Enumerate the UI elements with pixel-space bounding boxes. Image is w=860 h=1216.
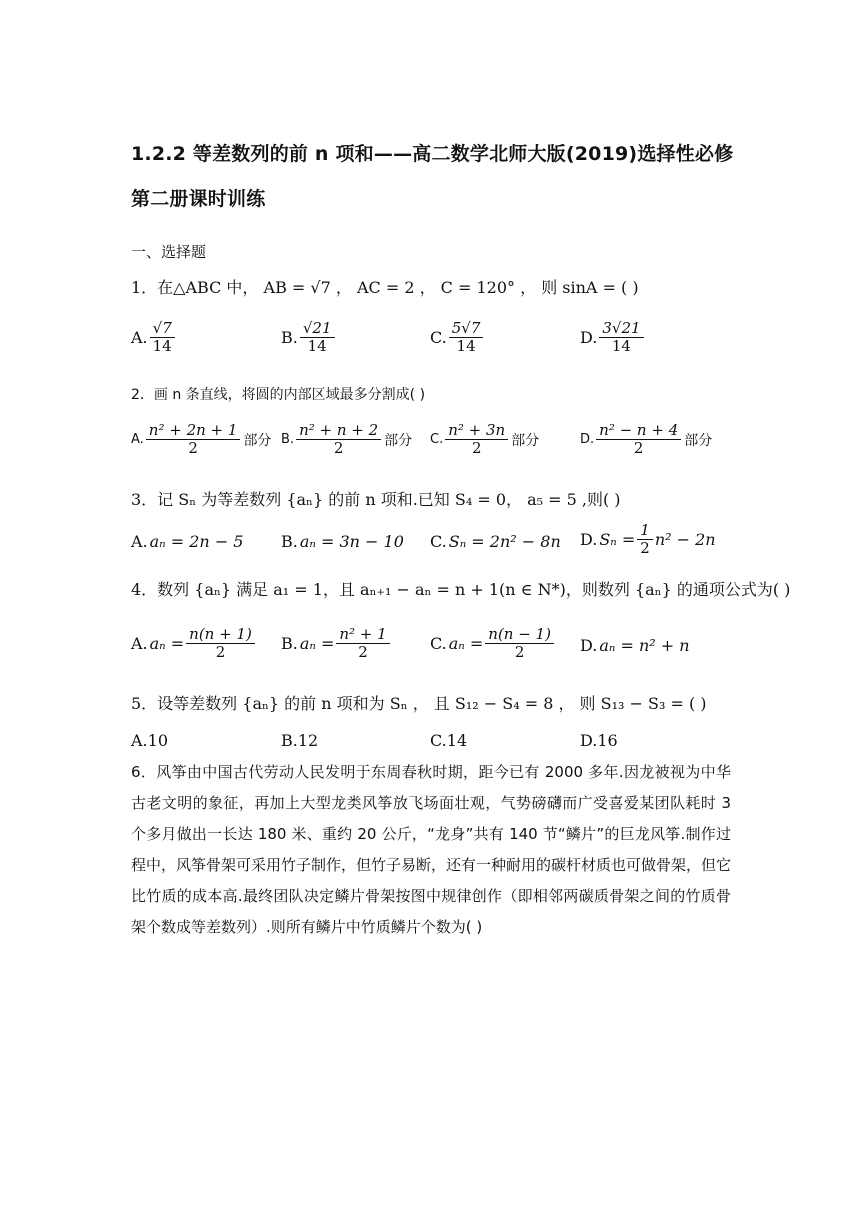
option-suffix: 部分 xyxy=(684,432,713,449)
numerator: n² + 3n xyxy=(445,422,508,440)
section-heading: 一、选择题 xyxy=(131,243,207,261)
fraction xyxy=(445,422,508,457)
option-suffix: 部分 xyxy=(243,432,272,449)
denominator: 2 xyxy=(358,643,368,661)
option-label: C. xyxy=(430,432,444,447)
question-5-option-a: A.10 xyxy=(131,731,168,750)
denominator: 14 xyxy=(456,337,476,355)
denominator: 2 xyxy=(633,439,644,457)
question-3-option-b xyxy=(281,532,404,551)
numerator: n² + n + 2 xyxy=(296,422,381,440)
option-label: D. xyxy=(580,328,598,347)
question-3-option-c xyxy=(430,532,561,551)
option-expression-prefix: aₙ = xyxy=(299,634,335,653)
option-label: B. xyxy=(281,432,295,447)
question-2-option-a xyxy=(131,422,271,457)
option-label: D. xyxy=(580,636,598,655)
option-label: B. xyxy=(281,328,298,347)
denominator: 2 xyxy=(333,439,344,457)
option-label: B. xyxy=(281,532,298,551)
option-label: C. xyxy=(430,532,447,551)
denominator: 2 xyxy=(640,539,650,557)
denominator: 2 xyxy=(215,643,226,661)
option-expression: aₙ = 3n − 10 xyxy=(299,532,404,551)
question-2-option-b xyxy=(281,422,412,457)
option-label: D. xyxy=(580,530,598,549)
numerator: n² + 2n + 1 xyxy=(146,422,241,440)
question-1-option-c xyxy=(430,320,483,355)
denominator: 2 xyxy=(471,439,482,457)
fraction xyxy=(596,422,681,457)
document-title-line-2: 第二册课时训练 xyxy=(131,188,266,210)
numerator: 3√21 xyxy=(599,320,643,338)
option-label: A. xyxy=(131,432,144,447)
denominator: 14 xyxy=(152,337,172,355)
question-2-option-d xyxy=(580,422,712,457)
question-1-option-d xyxy=(580,320,644,355)
fraction xyxy=(150,320,175,355)
numerator: 5√7 xyxy=(449,320,484,338)
question-4-option-d xyxy=(580,636,690,655)
numerator: n(n + 1) xyxy=(186,626,255,644)
question-6-text: 6．风筝由中国古代劳动人民发明于东周春秋时期，距今已有 2000 多年.因龙被视为中华古老文明的象征，再加上大型龙类风筝放飞场面壮观，气势磅礴而广受喜爱某团队耗时 3 个多月做出一长达 180 米、重约 20 公斤，“龙身”共有 140 节“鳞片”的巨龙风筝.制作过程中，风筝骨架可采用竹子制作，但竹子易断，还有一种耐用的碳杆材质也可做骨架，但它比竹质的成本高.最终团队决定鳞片骨架按图中规律创作（即相邻两碳质骨架之间的竹质骨架个数成等差数列）.则所有鳞片中竹质鳞片个数为( ) xyxy=(131,763,732,936)
question-2-stem: 2．画 n 条直线，将圆的内部区域最多分割成( ) xyxy=(131,387,426,403)
denominator: 14 xyxy=(307,337,327,355)
option-expression: aₙ = 2n − 5 xyxy=(149,532,244,551)
question-3-stem: 3．记 Sₙ 为等差数列 {aₙ} 的前 n 项和.已知 S₄ = 0， a₅ = 5 ,则( ) xyxy=(131,490,621,509)
denominator: 2 xyxy=(188,439,198,457)
numerator: √21 xyxy=(300,320,335,338)
option-expression-prefix: aₙ = xyxy=(448,634,484,653)
option-expression: aₙ = n² + n xyxy=(599,636,690,655)
question-4-option-c xyxy=(430,626,554,661)
denominator: 14 xyxy=(611,337,631,355)
fraction xyxy=(599,320,643,355)
fraction xyxy=(336,626,389,661)
option-expression-prefix: aₙ = xyxy=(149,634,185,653)
option-expression: Sₙ = 2n² − 8n xyxy=(448,532,561,551)
option-expression-suffix: n² − 2n xyxy=(654,530,716,549)
fraction xyxy=(300,320,335,355)
document-title-line-1: 1.2.2 等差数列的前 n 项和——高二数学北师大版(2019)选择性必修 xyxy=(131,143,734,165)
question-4-stem: 4．数列 {aₙ} 满足 a₁ = 1，且 aₙ₊₁ − aₙ = n + 1(n ∈ N*)，则数列 {aₙ} 的通项公式为( ) xyxy=(131,580,791,599)
fraction xyxy=(146,422,241,457)
option-label: A. xyxy=(131,532,148,551)
question-4-option-b xyxy=(281,626,390,661)
option-label: B. xyxy=(281,634,298,653)
option-label: A. xyxy=(131,634,148,653)
question-5-stem: 5．设等差数列 {aₙ} 的前 n 项和为 Sₙ ， 且 S₁₂ − S₄ = 8 ， 则 S₁₃ − S₃ = ( ) xyxy=(131,694,707,713)
question-1-option-a xyxy=(131,320,175,355)
question-1-option-b xyxy=(281,320,335,355)
question-3-option-d xyxy=(580,522,716,557)
fraction xyxy=(637,522,653,557)
numerator: n² − n + 4 xyxy=(596,422,681,440)
option-label: D. xyxy=(580,432,595,447)
option-suffix: 部分 xyxy=(511,432,540,449)
option-expression-prefix: Sₙ = xyxy=(599,530,636,549)
numerator: n(n − 1) xyxy=(485,626,554,644)
denominator: 2 xyxy=(514,643,525,661)
fraction xyxy=(449,320,484,355)
question-5-option-b: B.12 xyxy=(281,731,319,750)
question-5-option-c: C.14 xyxy=(430,731,468,750)
option-label: C. xyxy=(430,328,447,347)
question-2-option-c xyxy=(430,422,539,457)
fraction xyxy=(296,422,381,457)
fraction xyxy=(485,626,554,661)
option-label: C. xyxy=(430,634,447,653)
option-suffix: 部分 xyxy=(384,432,413,449)
question-4-option-a xyxy=(131,626,255,661)
question-1-stem: 1．在△ABC 中， AB = √7 ， AC = 2 ， C = 120° ， 则 sinA = ( ) xyxy=(131,278,639,297)
numerator: √7 xyxy=(150,320,175,338)
fraction xyxy=(186,626,255,661)
numerator: 1 xyxy=(637,522,653,540)
option-label: A. xyxy=(131,328,148,347)
question-5-option-d: D.16 xyxy=(580,731,618,750)
question-3-option-a xyxy=(131,532,243,551)
numerator: n² + 1 xyxy=(336,626,389,644)
